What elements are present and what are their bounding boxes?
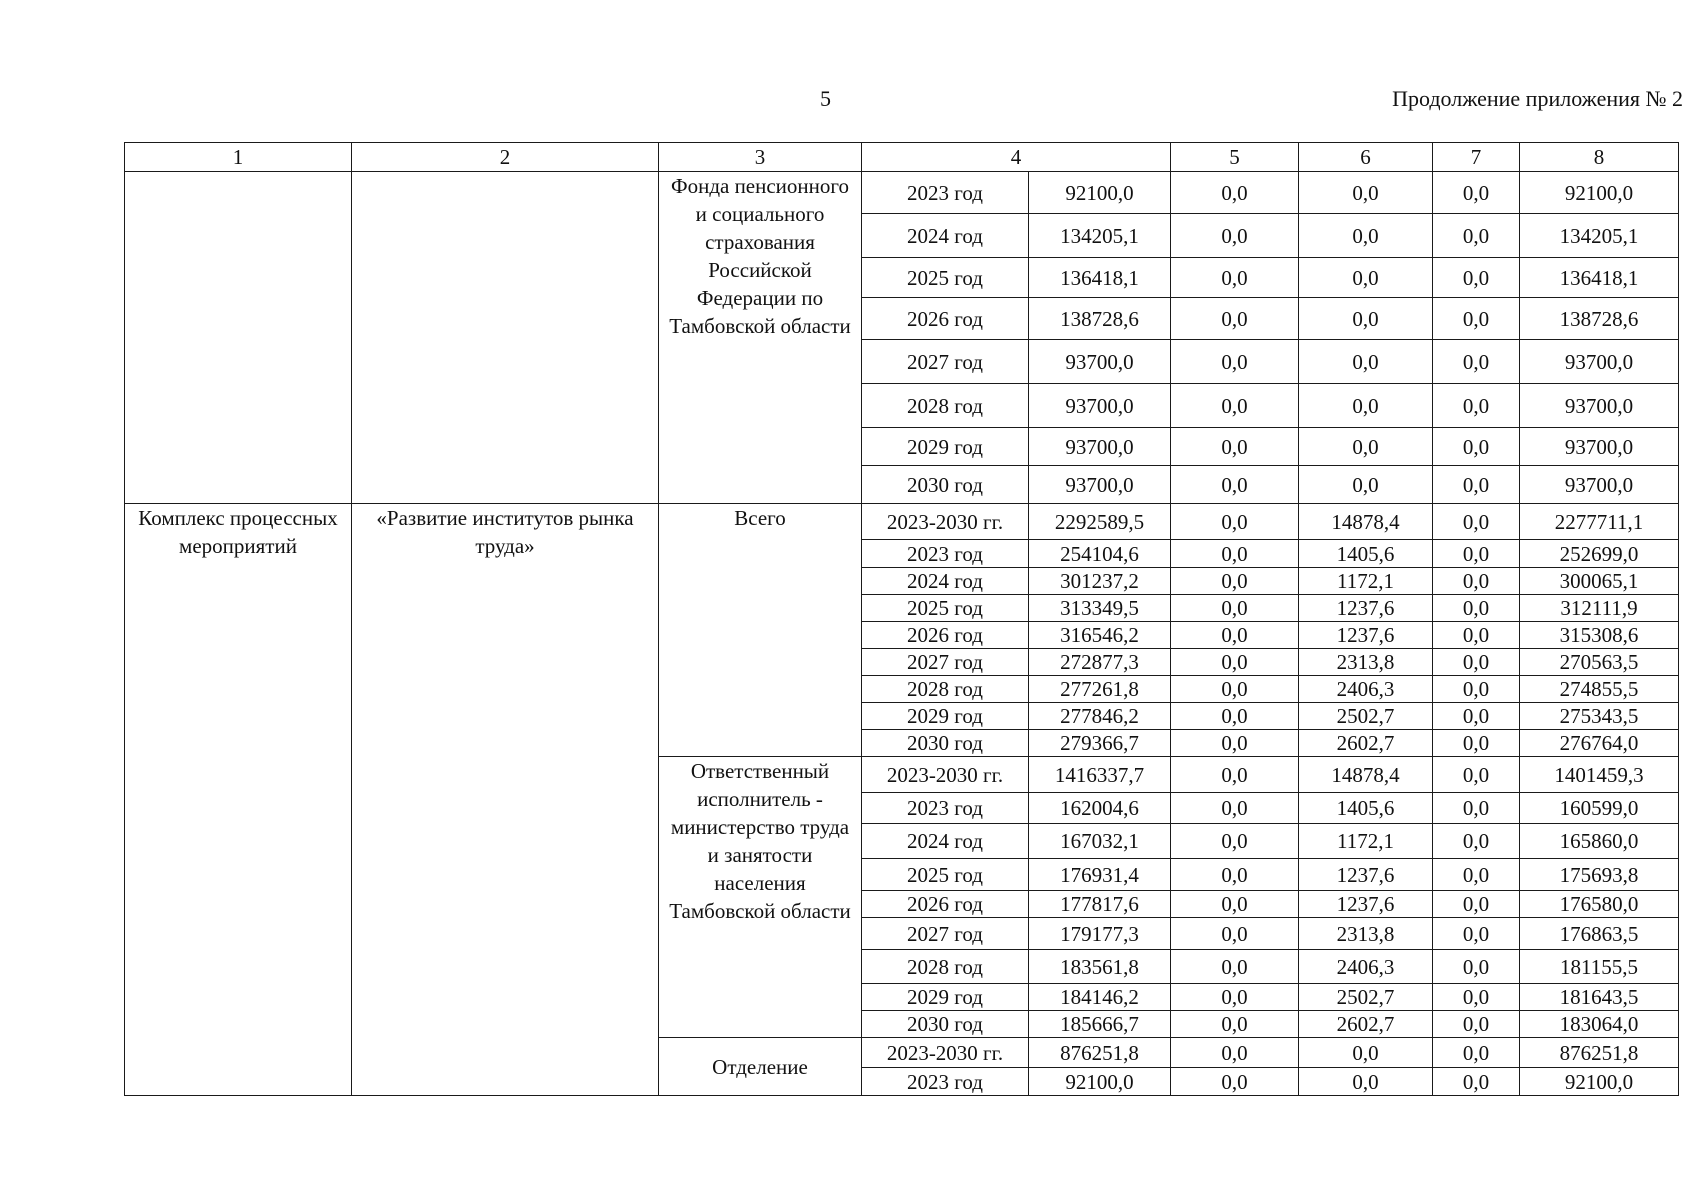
- extra-budget-cell: 876251,8: [1520, 1038, 1679, 1068]
- federal-budget-cell: 0,0: [1171, 918, 1299, 950]
- extra-budget-cell: 93700,0: [1520, 384, 1679, 428]
- local-budget-cell: 0,0: [1433, 730, 1520, 757]
- federal-budget-cell: 0,0: [1171, 258, 1299, 298]
- federal-budget-cell: 0,0: [1171, 676, 1299, 703]
- column-header: 4: [862, 143, 1171, 172]
- funding-source-cell: Ответственный исполнитель - министерство труда и занятости населения Тамбовской области: [659, 757, 862, 1038]
- extra-budget-cell: 270563,5: [1520, 649, 1679, 676]
- local-budget-cell: 0,0: [1433, 568, 1520, 595]
- budget-table: [124, 142, 1679, 1096]
- federal-budget-cell: 0,0: [1171, 793, 1299, 824]
- table-body: [125, 172, 1679, 1096]
- local-budget-cell: 0,0: [1433, 466, 1520, 504]
- program-type-cell: Комплекс процессных мероприятий: [125, 504, 352, 1096]
- local-budget-cell: 0,0: [1433, 984, 1520, 1011]
- total-amount-cell: 136418,1: [1029, 258, 1171, 298]
- federal-budget-cell: 0,0: [1171, 622, 1299, 649]
- federal-budget-cell: 0,0: [1171, 1068, 1299, 1096]
- column-header: 8: [1520, 143, 1679, 172]
- regional-budget-cell: 0,0: [1299, 384, 1433, 428]
- regional-budget-cell: 1405,6: [1299, 793, 1433, 824]
- extra-budget-cell: 312111,9: [1520, 595, 1679, 622]
- column-header: 2: [352, 143, 659, 172]
- federal-budget-cell: 0,0: [1171, 428, 1299, 466]
- regional-budget-cell: 2313,8: [1299, 649, 1433, 676]
- federal-budget-cell: 0,0: [1171, 540, 1299, 568]
- period-cell: 2026 год: [862, 622, 1029, 649]
- extra-budget-cell: 136418,1: [1520, 258, 1679, 298]
- period-cell: 2023 год: [862, 540, 1029, 568]
- regional-budget-cell: 2502,7: [1299, 703, 1433, 730]
- period-cell: 2028 год: [862, 676, 1029, 703]
- period-cell: 2023-2030 гг.: [862, 504, 1029, 540]
- page-number: 5: [820, 86, 831, 111]
- extra-budget-cell: 183064,0: [1520, 1011, 1679, 1038]
- extra-budget-cell: 134205,1: [1520, 214, 1679, 258]
- regional-budget-cell: 1405,6: [1299, 540, 1433, 568]
- extra-budget-cell: 181643,5: [1520, 984, 1679, 1011]
- period-cell: 2023 год: [862, 793, 1029, 824]
- local-budget-cell: 0,0: [1433, 859, 1520, 891]
- regional-budget-cell: 0,0: [1299, 1068, 1433, 1096]
- local-budget-cell: 0,0: [1433, 622, 1520, 649]
- local-budget-cell: 0,0: [1433, 676, 1520, 703]
- funding-source-cell: Фонда пенсионного и социального страхования Российской Федерации по Тамбовской области: [659, 172, 862, 504]
- period-cell: 2025 год: [862, 859, 1029, 891]
- period-cell: 2027 год: [862, 918, 1029, 950]
- total-amount-cell: 277846,2: [1029, 703, 1171, 730]
- regional-budget-cell: 1237,6: [1299, 891, 1433, 918]
- federal-budget-cell: 0,0: [1171, 214, 1299, 258]
- local-budget-cell: 0,0: [1433, 595, 1520, 622]
- regional-budget-cell: 1237,6: [1299, 622, 1433, 649]
- federal-budget-cell: 0,0: [1171, 757, 1299, 793]
- federal-budget-cell: 0,0: [1171, 466, 1299, 504]
- extra-budget-cell: 92100,0: [1520, 172, 1679, 214]
- extra-budget-cell: 315308,6: [1520, 622, 1679, 649]
- total-amount-cell: 177817,6: [1029, 891, 1171, 918]
- total-amount-cell: 301237,2: [1029, 568, 1171, 595]
- table-row: [125, 504, 1679, 540]
- regional-budget-cell: 0,0: [1299, 172, 1433, 214]
- period-cell: 2026 год: [862, 298, 1029, 340]
- total-amount-cell: 93700,0: [1029, 466, 1171, 504]
- regional-budget-cell: 0,0: [1299, 428, 1433, 466]
- federal-budget-cell: 0,0: [1171, 568, 1299, 595]
- local-budget-cell: 0,0: [1433, 793, 1520, 824]
- extra-budget-cell: 300065,1: [1520, 568, 1679, 595]
- extra-budget-cell: 92100,0: [1520, 1068, 1679, 1096]
- local-budget-cell: 0,0: [1433, 258, 1520, 298]
- period-cell: 2030 год: [862, 730, 1029, 757]
- extra-budget-cell: 176863,5: [1520, 918, 1679, 950]
- period-cell: 2024 год: [862, 214, 1029, 258]
- total-amount-cell: 92100,0: [1029, 172, 1171, 214]
- appendix-note: Продолжение приложения № 2: [1392, 86, 1683, 111]
- period-cell: 2026 год: [862, 891, 1029, 918]
- period-cell: 2025 год: [862, 595, 1029, 622]
- regional-budget-cell: 14878,4: [1299, 504, 1433, 540]
- program-name-cell: [352, 172, 659, 504]
- period-cell: 2028 год: [862, 950, 1029, 984]
- local-budget-cell: 0,0: [1433, 891, 1520, 918]
- funding-source-cell: Всего: [659, 504, 862, 757]
- period-cell: 2030 год: [862, 466, 1029, 504]
- period-cell: 2029 год: [862, 703, 1029, 730]
- local-budget-cell: 0,0: [1433, 340, 1520, 384]
- federal-budget-cell: 0,0: [1171, 824, 1299, 859]
- program-type-cell: [125, 172, 352, 504]
- local-budget-cell: 0,0: [1433, 1038, 1520, 1068]
- extra-budget-cell: 176580,0: [1520, 891, 1679, 918]
- column-header: 5: [1171, 143, 1299, 172]
- total-amount-cell: 184146,2: [1029, 984, 1171, 1011]
- regional-budget-cell: 0,0: [1299, 214, 1433, 258]
- regional-budget-cell: 0,0: [1299, 258, 1433, 298]
- extra-budget-cell: 138728,6: [1520, 298, 1679, 340]
- regional-budget-cell: 0,0: [1299, 1038, 1433, 1068]
- regional-budget-cell: 2502,7: [1299, 984, 1433, 1011]
- regional-budget-cell: 1172,1: [1299, 568, 1433, 595]
- local-budget-cell: 0,0: [1433, 298, 1520, 340]
- period-cell: 2029 год: [862, 984, 1029, 1011]
- extra-budget-cell: 165860,0: [1520, 824, 1679, 859]
- local-budget-cell: 0,0: [1433, 384, 1520, 428]
- total-amount-cell: 1416337,7: [1029, 757, 1171, 793]
- total-amount-cell: 162004,6: [1029, 793, 1171, 824]
- federal-budget-cell: 0,0: [1171, 340, 1299, 384]
- federal-budget-cell: 0,0: [1171, 1011, 1299, 1038]
- regional-budget-cell: 1237,6: [1299, 859, 1433, 891]
- regional-budget-cell: 1172,1: [1299, 824, 1433, 859]
- total-amount-cell: 93700,0: [1029, 340, 1171, 384]
- period-cell: 2023-2030 гг.: [862, 1038, 1029, 1068]
- total-amount-cell: 92100,0: [1029, 1068, 1171, 1096]
- federal-budget-cell: 0,0: [1171, 172, 1299, 214]
- period-cell: 2027 год: [862, 649, 1029, 676]
- regional-budget-cell: 2602,7: [1299, 1011, 1433, 1038]
- total-amount-cell: 277261,8: [1029, 676, 1171, 703]
- total-amount-cell: 2292589,5: [1029, 504, 1171, 540]
- total-amount-cell: 93700,0: [1029, 384, 1171, 428]
- extra-budget-cell: 93700,0: [1520, 340, 1679, 384]
- regional-budget-cell: 1237,6: [1299, 595, 1433, 622]
- total-amount-cell: 876251,8: [1029, 1038, 1171, 1068]
- regional-budget-cell: 0,0: [1299, 466, 1433, 504]
- federal-budget-cell: 0,0: [1171, 730, 1299, 757]
- extra-budget-cell: 2277711,1: [1520, 504, 1679, 540]
- total-amount-cell: 183561,8: [1029, 950, 1171, 984]
- federal-budget-cell: 0,0: [1171, 1038, 1299, 1068]
- federal-budget-cell: 0,0: [1171, 859, 1299, 891]
- local-budget-cell: 0,0: [1433, 950, 1520, 984]
- total-amount-cell: 167032,1: [1029, 824, 1171, 859]
- period-cell: 2023 год: [862, 172, 1029, 214]
- total-amount-cell: 179177,3: [1029, 918, 1171, 950]
- local-budget-cell: 0,0: [1433, 918, 1520, 950]
- federal-budget-cell: 0,0: [1171, 504, 1299, 540]
- local-budget-cell: 0,0: [1433, 540, 1520, 568]
- period-cell: 2023-2030 гг.: [862, 757, 1029, 793]
- federal-budget-cell: 0,0: [1171, 595, 1299, 622]
- column-header: 6: [1299, 143, 1433, 172]
- federal-budget-cell: 0,0: [1171, 384, 1299, 428]
- extra-budget-cell: 274855,5: [1520, 676, 1679, 703]
- federal-budget-cell: 0,0: [1171, 891, 1299, 918]
- period-cell: 2029 год: [862, 428, 1029, 466]
- extra-budget-cell: 1401459,3: [1520, 757, 1679, 793]
- total-amount-cell: 134205,1: [1029, 214, 1171, 258]
- period-cell: 2025 год: [862, 258, 1029, 298]
- local-budget-cell: 0,0: [1433, 757, 1520, 793]
- total-amount-cell: 176931,4: [1029, 859, 1171, 891]
- total-amount-cell: 93700,0: [1029, 428, 1171, 466]
- federal-budget-cell: 0,0: [1171, 703, 1299, 730]
- federal-budget-cell: 0,0: [1171, 298, 1299, 340]
- total-amount-cell: 138728,6: [1029, 298, 1171, 340]
- regional-budget-cell: 2602,7: [1299, 730, 1433, 757]
- period-cell: 2030 год: [862, 1011, 1029, 1038]
- total-amount-cell: 185666,7: [1029, 1011, 1171, 1038]
- extra-budget-cell: 93700,0: [1520, 428, 1679, 466]
- local-budget-cell: 0,0: [1433, 824, 1520, 859]
- table-row: [125, 172, 1679, 214]
- regional-budget-cell: 2406,3: [1299, 676, 1433, 703]
- federal-budget-cell: 0,0: [1171, 984, 1299, 1011]
- total-amount-cell: 313349,5: [1029, 595, 1171, 622]
- regional-budget-cell: 0,0: [1299, 298, 1433, 340]
- total-amount-cell: 316546,2: [1029, 622, 1171, 649]
- total-amount-cell: 272877,3: [1029, 649, 1171, 676]
- funding-source-cell: Отделение: [659, 1038, 862, 1096]
- regional-budget-cell: 0,0: [1299, 340, 1433, 384]
- period-cell: 2024 год: [862, 824, 1029, 859]
- total-amount-cell: 279366,7: [1029, 730, 1171, 757]
- extra-budget-cell: 181155,5: [1520, 950, 1679, 984]
- extra-budget-cell: 175693,8: [1520, 859, 1679, 891]
- local-budget-cell: 0,0: [1433, 214, 1520, 258]
- local-budget-cell: 0,0: [1433, 703, 1520, 730]
- extra-budget-cell: 275343,5: [1520, 703, 1679, 730]
- period-cell: 2028 год: [862, 384, 1029, 428]
- extra-budget-cell: 276764,0: [1520, 730, 1679, 757]
- regional-budget-cell: 2406,3: [1299, 950, 1433, 984]
- column-number-row: [125, 143, 1679, 172]
- total-amount-cell: 254104,6: [1029, 540, 1171, 568]
- extra-budget-cell: 160599,0: [1520, 793, 1679, 824]
- local-budget-cell: 0,0: [1433, 428, 1520, 466]
- column-header: 7: [1433, 143, 1520, 172]
- extra-budget-cell: 93700,0: [1520, 466, 1679, 504]
- local-budget-cell: 0,0: [1433, 1068, 1520, 1096]
- extra-budget-cell: 252699,0: [1520, 540, 1679, 568]
- regional-budget-cell: 14878,4: [1299, 757, 1433, 793]
- local-budget-cell: 0,0: [1433, 1011, 1520, 1038]
- federal-budget-cell: 0,0: [1171, 649, 1299, 676]
- period-cell: 2023 год: [862, 1068, 1029, 1096]
- local-budget-cell: 0,0: [1433, 172, 1520, 214]
- column-header: 3: [659, 143, 862, 172]
- period-cell: 2024 год: [862, 568, 1029, 595]
- local-budget-cell: 0,0: [1433, 504, 1520, 540]
- program-name-cell: «Развитие институтов рынка труда»: [352, 504, 659, 1096]
- period-cell: 2027 год: [862, 340, 1029, 384]
- regional-budget-cell: 2313,8: [1299, 918, 1433, 950]
- column-header: 1: [125, 143, 352, 172]
- local-budget-cell: 0,0: [1433, 649, 1520, 676]
- federal-budget-cell: 0,0: [1171, 950, 1299, 984]
